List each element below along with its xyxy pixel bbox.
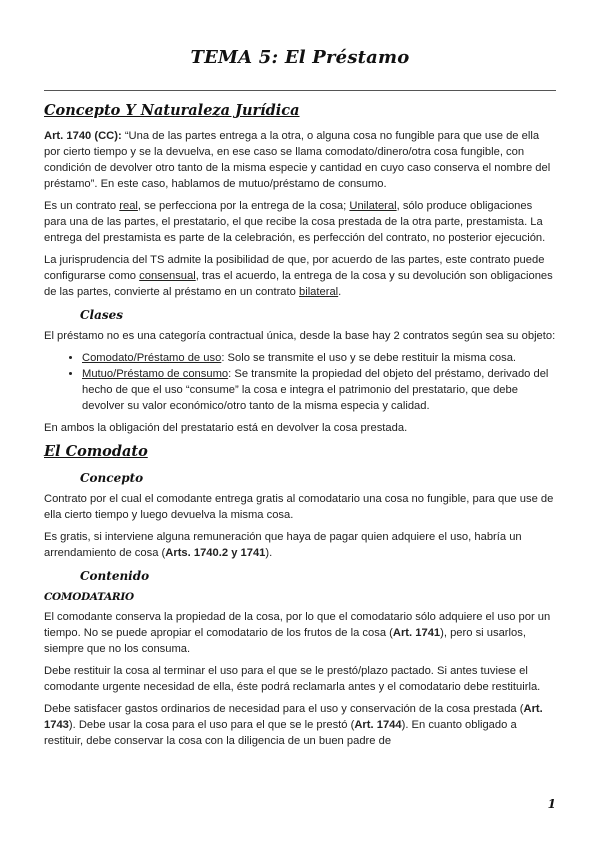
article-reference: Arts. 1740.2 y 1741 xyxy=(165,547,266,559)
subheading-comodatario: COMODATARIO xyxy=(44,591,134,603)
paragraph-comodatario-gastos: Debe satisfacer gastos ordinarios de necesidad para el uso y conservación de la cosa prestada (Art. 1743). Debe usar la cosa para el uso para el que se le prestó (Art. 1744). En cuanto obligado a restituir, debe conservar la cosa con la diligencia de un buen padre de xyxy=(44,703,543,747)
paragraph-concepto-definicion: Contrato por el cual el comodante entrega gratis al comodatario una cosa no fungible, para que use de ella cierto tiempo y luego devuelva la misma cosa. xyxy=(44,493,554,521)
article-reference: Art. 1743 xyxy=(44,703,543,731)
section-heading-comodato: El Comodato xyxy=(44,443,148,460)
paragraph-art-1740: Art. 1740 (CC): “Una de las partes entrega a la otra, o alguna cosa no fungible para que use de ella por cierto tiempo y se la devuelva, en ese caso se llama comodato/dinero/otra cosa fungible, con condición de devolver otro tanto de la misma especie y cantidad en cuyo caso conserva el nombre del préstamo”. En este caso, hablamos de mutuo/préstamo de consumo. xyxy=(44,130,551,190)
document-body xyxy=(44,101,556,755)
paragraph-jurisprudencia: La jurisprudencia del TS admite la posibilidad de que, por acuerdo de las partes, este contrato puede configurarse como consensual, tras el acuerdo, la entrega de la cosa y su devolución son obligaciones de las partes, convierte al préstamo en un contrato bilateral. xyxy=(44,254,553,298)
list-item: • Mutuo/Préstamo de consumo: Se transmite la propiedad del objeto del préstamo, derivado del hecho de que el uso “consume” la cosa e integra el patrimonio del prestatario, que debe devolver su valor económico/otro tanto de la misma especia y calidad. xyxy=(82,366,556,414)
underlined-term-unilateral: Unilateral xyxy=(349,200,397,212)
clases-list xyxy=(44,350,556,414)
section-heading-concepto-naturaleza: Concepto Y Naturaleza Jurídica xyxy=(44,102,300,119)
page-number: 1 xyxy=(547,797,556,811)
underlined-term-bilateral: bilateral xyxy=(298,286,339,298)
subheading-contenido: Contenido xyxy=(80,569,150,583)
article-reference: Art. 1740 (CC): xyxy=(44,130,122,142)
underlined-term-consensual: consensual xyxy=(139,270,196,282)
paragraph-clases-intro: El préstamo no es una categoría contractual única, desde la base hay 2 contratos según sea su objeto: xyxy=(44,330,556,342)
paragraph-comodatario-propiedad: El comodante conserva la propiedad de la cosa, por lo que el comodatario sólo adquiere el uso por un tiempo. No se puede apropiar el comodatario de los frutos de la cosa (Art. 1741), pero si usarlos, siempre que no los consuma. xyxy=(44,611,551,655)
paragraph-contrato-real: Es un contrato real, se perfecciona por la entrega de la cosa; Unilateral, sólo produce obligaciones para una de las partes, el prestatario, el que recibe la cosa prestada de la otra parte, prestamista. La entrega del prestamista es parte de la celebración, es perfección del contrato, no posterior ejecución. xyxy=(44,200,546,244)
title-divider xyxy=(44,90,556,91)
underlined-term-real: real xyxy=(119,200,138,212)
subheading-clases: Clases xyxy=(80,308,124,322)
paragraph-clases-closing: En ambos la obligación del prestatario está en devolver la cosa prestada. xyxy=(44,422,408,434)
article-reference: Art. 1744 xyxy=(354,719,402,731)
subheading-concepto: Concepto xyxy=(80,471,144,485)
document-title: TEMA 5: El Préstamo xyxy=(190,47,410,68)
article-reference: Art. 1741 xyxy=(392,627,441,639)
paragraph-concepto-gratuidad: Es gratis, si interviene alguna remuneración que haya de pagar quien adquiere el uso, habría un arrendamiento de cosa (Arts. 1740.2 y 1741). xyxy=(44,531,522,559)
paragraph-comodatario-restitucion: Debe restituir la cosa al terminar el uso para el que se le prestó/plazo pactado. Si antes tuviese el comodante urgente necesidad de ella, éste podrá reclamarla antes y el comodatario debe restituirla. xyxy=(44,665,541,693)
list-item: • Comodato/Préstamo de uso: Solo se transmite el uso y se debe restituir la misma cosa. xyxy=(82,350,556,366)
